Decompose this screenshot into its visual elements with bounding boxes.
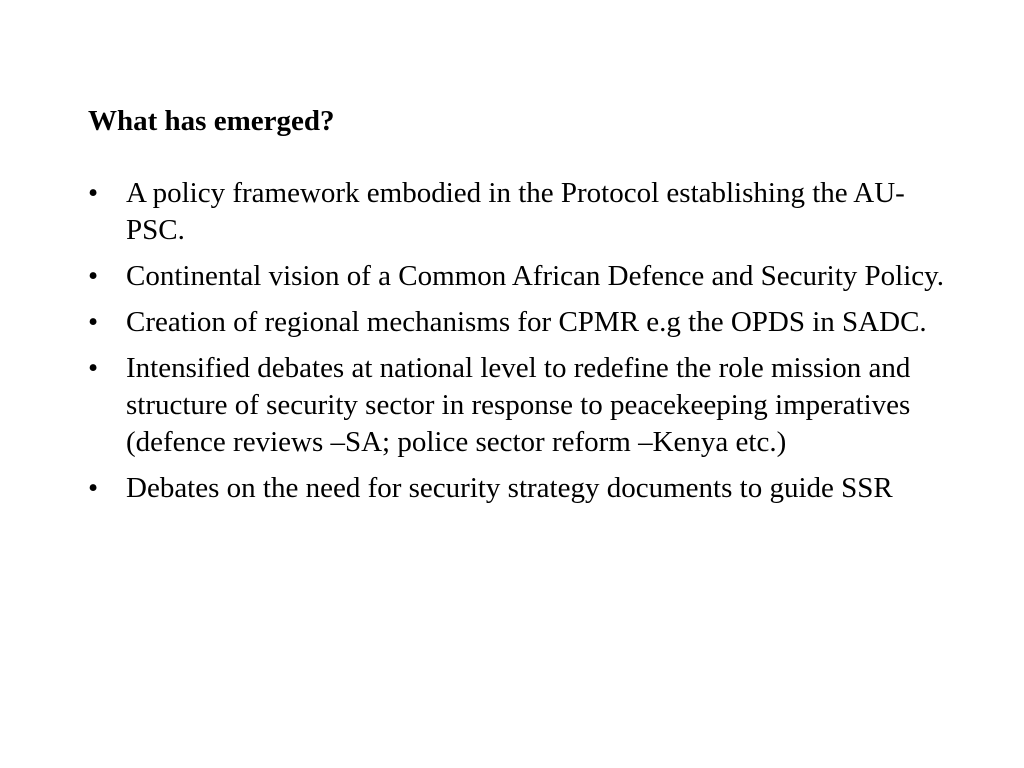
list-item	[88, 304, 948, 341]
list-item	[88, 350, 948, 461]
bullet-icon: •	[88, 472, 99, 504]
bullet-text: A policy framework embodied in the Protocol establishing the AU-PSC.	[126, 177, 905, 246]
bullet-text: Continental vision of a Common African Defence and Security Policy.	[126, 260, 944, 292]
bullet-icon: •	[88, 177, 99, 209]
list-item	[88, 175, 948, 249]
list-item	[88, 470, 948, 507]
bullet-text: Intensified debates at national level to redefine the role mission and structure of security sector in response to peacekeeping imperatives (defence reviews –SA; police sector reform –Kenya etc.)	[126, 352, 911, 458]
bullet-icon: •	[88, 352, 99, 384]
list-item	[88, 258, 948, 295]
bullet-text: Creation of regional mechanisms for CPMR e.g the OPDS in SADC.	[126, 306, 927, 338]
bullet-icon: •	[88, 306, 99, 338]
slide-title: What has emerged?	[88, 105, 335, 137]
bullet-text: Debates on the need for security strategy documents to guide SSR	[126, 472, 893, 504]
bullet-list	[88, 175, 948, 516]
bullet-icon: •	[88, 260, 99, 292]
